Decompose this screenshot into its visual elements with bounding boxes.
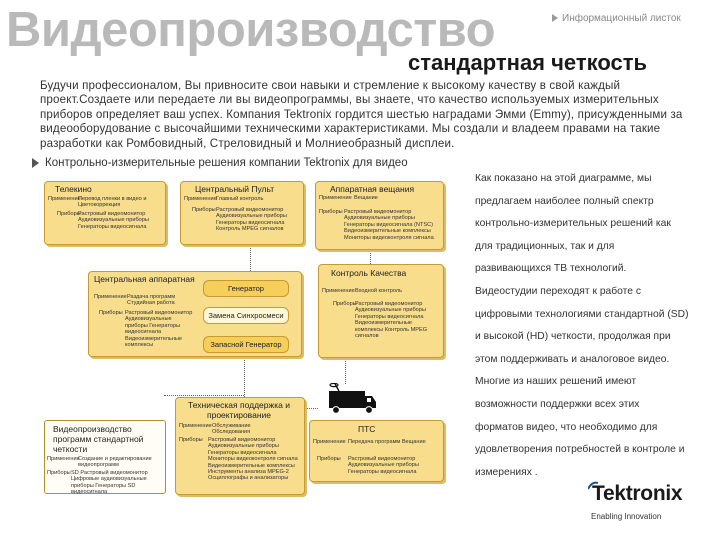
- connector-line: [370, 248, 371, 264]
- generator-pill: Генератор: [203, 280, 289, 297]
- document-subtitle: стандартная четкость: [408, 50, 648, 75]
- box-title: Аппаратная вещания: [330, 184, 415, 194]
- instruments-value: Растровый видеомонитор Аудиовизуальные приборы Генераторы видеосигнала Мониторы видеоконтроля сигнала Видеоизмерительные комплексы Инструменты анализа MPEG-2 Осциллографы и анализаторы: [208, 437, 298, 482]
- box-title: Видеопроизводство программ стандартной четкости: [53, 424, 144, 454]
- application-label: Применение: [179, 423, 212, 429]
- doc-type-label: [552, 13, 681, 24]
- application-label: Применение: [184, 196, 217, 202]
- application-label: Применение: [313, 439, 346, 445]
- instruments-label: Приборы: [57, 211, 81, 217]
- instruments-value: Растровый видеомонитор Аудиовизуальные приборы Генераторы видеосигнала: [78, 211, 149, 230]
- application-value: Перевод пленки в видео и Цветокоррекция: [78, 196, 147, 209]
- pts-box: [309, 420, 444, 482]
- tektronix-logo: [592, 482, 682, 506]
- triangle-bullet-icon: [552, 14, 558, 22]
- backup-generator-pill: Запасной Генератор: [203, 336, 289, 353]
- triangle-bullet-icon: [32, 158, 39, 168]
- application-value: Создание и редактирование видеопрограмм: [78, 456, 152, 469]
- broadcast-hardware-box: [315, 181, 444, 250]
- section-heading: [32, 157, 408, 169]
- instruments-value: SD Растровый видеомонитор Цифровые аудиовизуальные приборы Генераторы SD видеосигнала: [71, 470, 148, 496]
- big-title: Видеопроизводство: [6, 3, 496, 57]
- connector-line: [345, 356, 346, 384]
- box-title: Техническая поддержка и проектирование: [188, 400, 290, 420]
- logo-tagline: Enabling Innovation: [591, 512, 662, 521]
- instruments-label: Приборы: [99, 310, 123, 316]
- application-value: Вещание: [354, 195, 378, 201]
- instruments-label: Приборы: [317, 456, 341, 462]
- connector-line: [164, 395, 244, 396]
- quality-control-box: [318, 264, 444, 358]
- instruments-label: Приборы: [319, 209, 343, 215]
- instruments-label: Приборы: [179, 437, 203, 443]
- connector-line: [244, 355, 245, 397]
- broadcast-truck-icon: [319, 383, 377, 417]
- box-title: Контроль Качества: [331, 268, 407, 278]
- intro-paragraph: Будучи профессионалом, Вы привносите свои навыки и стремление к высокому качеству в свой каждый проект.Создаете или передаете ли вы видеопрограммы, вы знаете, что качество используемых измерительных приборов определяет ваш успех. Компания Tektronix гордится шестью наградами Эмми (Emmy), присужденными за видеооборудование с высочайшими техническими характеристиками. Мы создали и владеем правами на такие разработки как Ромбовидный, Стреловидный и Молниеобразный дисплеи.: [40, 79, 683, 150]
- telecine-box: [44, 181, 166, 245]
- application-label: Применение: [94, 294, 127, 300]
- application-value: Обслуживание Обследования: [212, 423, 251, 436]
- application-label: Применение: [319, 195, 352, 201]
- application-value: Входной контроль: [355, 288, 403, 294]
- section-heading-text: Контрольно-измерительные решения компании Tektronix для видео: [45, 157, 408, 169]
- application-value: Раздача программ Студийная работа: [127, 294, 176, 307]
- right-column-text: Как показано на этой диаграмме, мы предлагаем наиболее полный спектр контрольно-измерительных решений как для традиционных, так и для развивающихся ТВ технологий. Видеостудии переходят к работе с цифровыми технологиями стандартной (SD) и высокой (HD) четкости, продолжая при этом поддерживать и аналоговое видео. Многие из наших решений имеют возможности поддержки всех этих форматов видео, что необходимо для удовлетворения потребностей в контроле и измерениях .: [475, 173, 689, 478]
- instruments-label: Приборы: [47, 470, 71, 476]
- logo-mark-icon: [588, 481, 598, 491]
- connector-line: [250, 243, 251, 271]
- instruments-value: Растровый видеомонитор Аудиовизуальные приборы Генераторы видеосигнала Видеоизмерительные комплексы Контроль MPEG сигналов: [355, 301, 428, 340]
- logo-text: Tektronix: [592, 482, 683, 505]
- instruments-value: Растровый видеомонитор Аудиовизуальные приборы Генераторы видеосигнала Видеоизмерительные комплексы: [125, 310, 193, 349]
- sd-production-box: [44, 420, 166, 494]
- application-label: Применение: [47, 456, 80, 462]
- box-title: ПТС: [358, 424, 376, 434]
- box-title: Центральная аппаратная: [94, 274, 195, 284]
- box-title: Центральный Пульт: [195, 184, 275, 194]
- instruments-value: Растровый видеомонитор Аудиовизуальные приборы Генераторы видеосигнала Контроль MPEG сигналов: [216, 207, 287, 233]
- tech-support-box: [175, 397, 305, 495]
- instruments-value: Растровый видеомонитор Аудиовизуальные приборы Генераторы видеосигнала: [348, 456, 419, 475]
- box-title: Телекино: [55, 184, 92, 194]
- application-value: Передача программ Вещание: [348, 439, 426, 445]
- central-console-box: [180, 181, 304, 245]
- application-label: Применение: [48, 196, 81, 202]
- application-value: Главный контроль: [216, 196, 264, 202]
- instruments-label: Приборы: [192, 207, 216, 213]
- doc-type-text: Информационный листок: [562, 13, 681, 24]
- application-label: Применение: [322, 288, 355, 294]
- instruments-label: Приборы: [333, 301, 357, 307]
- sync-change-pill: Замена Синхросмеси: [203, 307, 289, 324]
- instruments-value: Растровый видеомонитор Аудиовизуальные приборы Генераторы видеосигнала (NTSC) Видеоизмерительные комплексы Мониторы видеоконтроля сигнала: [344, 209, 434, 241]
